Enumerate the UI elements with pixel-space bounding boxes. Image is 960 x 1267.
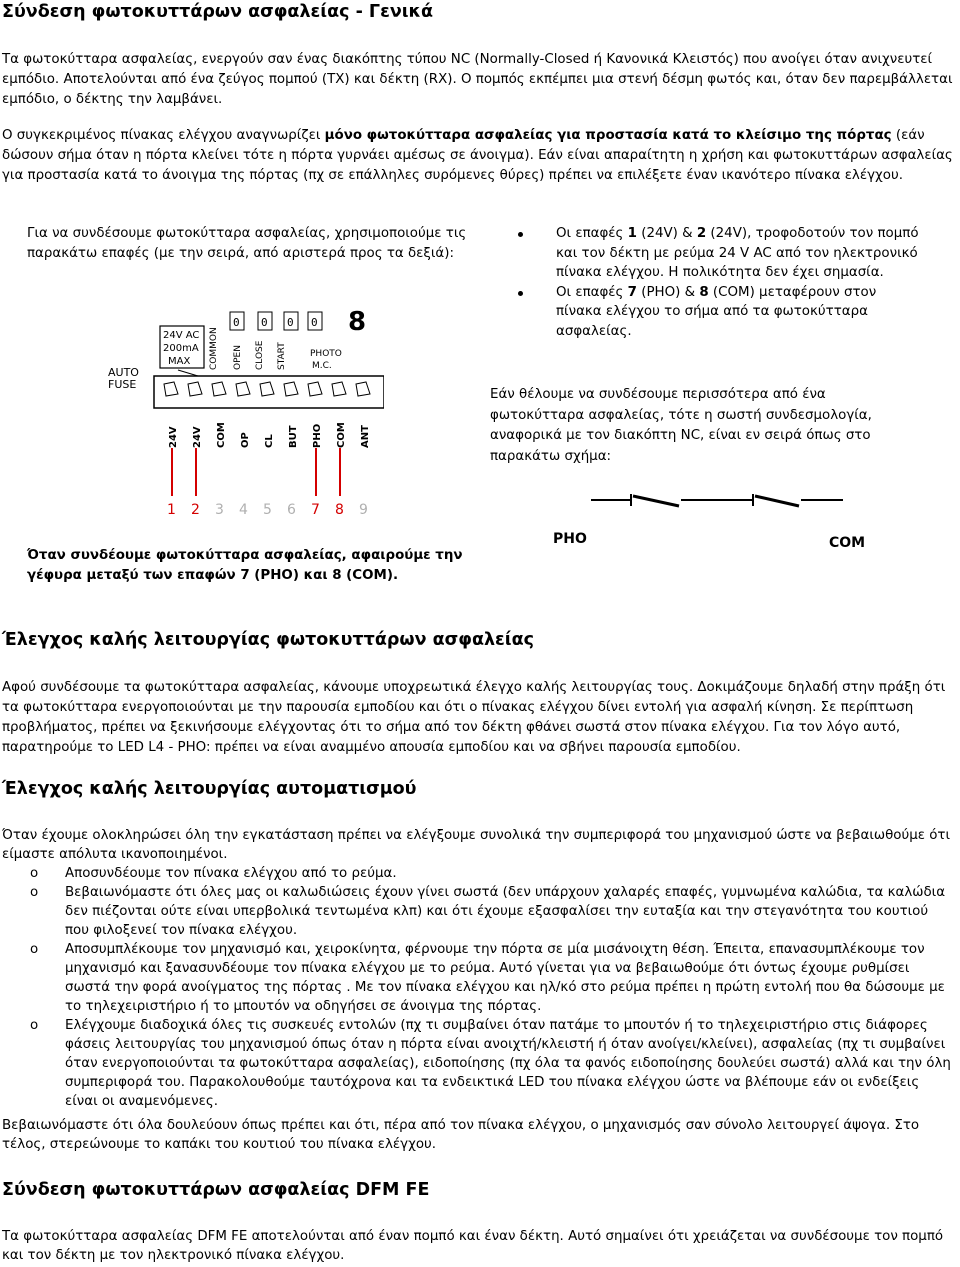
pin-label-9: ANT — [360, 425, 371, 448]
pin-number-9: 9 — [359, 502, 368, 518]
list-item: o Βεβαιωνόμαστε ότι όλες μας οι καλωδιώσεις έχουν γίνει σωστά (δεν υπάρχουν χαλαρές επαφές, γυμνωμένα καλώδια, τα καλώδια δεν πιέζονται ούτε είναι υπερβολικά τεντωμένα κλπ) και ότι έχουμε εξασφαλίσει την ευταξία και την στεγανότητα του κουτιού που φιλοξενεί τον πίνακα ελέγχου. — [30, 885, 946, 938]
common-label: COMMON — [209, 327, 219, 370]
series-switch-diagram — [553, 486, 883, 556]
pin-label-3: COM — [216, 422, 227, 448]
pin-number-1: 1 — [167, 502, 176, 518]
panel-paragraph-pre: Ο συγκεκριμένος πίνακας ελέγχου αναγνωρίζει — [2, 128, 325, 143]
panel-paragraph-bold: μόνο φωτοκύτταρα ασφαλείας για προστασία κατά το κλείσιμο της πόρτας — [324, 128, 892, 143]
bridge-note: Όταν συνδέουμε φωτοκύτταρα ασφαλείας, αφαιρούμε την γέφυρα μεταξύ των επαφών 7 (PHO) και 8 (COM). — [27, 548, 463, 583]
close-label: CLOSE — [255, 340, 265, 370]
pin-number-3: 3 — [215, 502, 224, 518]
pin-number-6: 6 — [287, 502, 296, 518]
list-item: o Ελέγχουμε διαδοχικά όλες τις συσκευές εντολών (πχ τι συμβαίνει όταν πατάμε το μπουτόν ή το τηλεχειριστήριο στις διάφορες φάσεις λειτουργίας του μηχανισμού όπως όταν η πόρτα είναι ανοιχτή/κλειστή ή όταν ανοίγει/κλείνει), ασφαλείας (πχ τι συμβαίνει όταν ενεργοποιούνται τα φωτοκύτταρα ασφαλείας), ειδοποίησης (πχ όλα τα φανός ειδοποίησης δουλεύει σωστά) αλλά και την όλη συμπεριφορά του. Παρακολουθούμε ταυτόχρονα και τα ενδεικτικά LED του πίνακα ελέγχου ώστε να βλέπουμε εάν οι ενδείξεις είναι οι αναμενόμενες. — [30, 1018, 951, 1109]
start-label: START — [277, 342, 287, 370]
panel-paragraph — [2, 126, 954, 186]
automation-outro: Βεβαιωνόμαστε ότι όλα δουλεύουν όπως πρέπει και ότι, πέρα από τον πίνακα ελέγχου, ο μηχανισμός σαν σύνολο λειτουργεί άψογα. Στο τέλος, στερεώνουμε το καπάκι του κουτιού του πίνακα ελέγχου. — [2, 1118, 920, 1152]
digit-eight: 8 — [348, 307, 367, 337]
section-heading-automation-check: Έλεγχος καλής λειτουργίας αυτοματισμού — [2, 779, 417, 799]
pin-label-2: 24V — [192, 426, 203, 448]
max-label: MAX — [168, 356, 191, 367]
com-label: COM — [829, 535, 866, 551]
photo-label: PHOTO — [310, 349, 342, 359]
list-item: o Αποσυνδέουμε τον πίνακα ελέγχου από το ρεύμα. — [30, 866, 397, 881]
mc-label: M.C. — [312, 361, 332, 371]
pin-label-5: CL — [264, 434, 275, 448]
section-heading-photocell-check: Έλεγχος καλής λειτουργίας φωτοκυττάρων ασφαλείας — [2, 630, 535, 650]
dip-2: 0 — [261, 316, 268, 329]
intro-paragraph: Τα φωτοκύτταρα ασφαλείας, ενεργούν σαν ένας διακόπτης τύπου NC (Normally-Closed ή Κανονικά Κλειστός) που ανοίγει όταν ανιχνευτεί εμπόδιο. Αποτελούνται από ένα ζεύγος πομπού (TX) και δέκτη (RX). Ο πομπός εκπέμπει μια στενή δέσμη φωτός και, όταν δεν παρεμβάλλεται εμπόδιο, ο δέκτης την λαμβάνει. — [2, 52, 953, 107]
contacts-bullet-list — [512, 224, 922, 341]
pin-label-6: BUT — [288, 425, 299, 448]
pin-label-8: COM — [336, 422, 347, 448]
pin-label-4: OP — [240, 432, 251, 448]
section-heading-dfm-fe: Σύνδεση φωτοκυττάρων ασφαλείας DFM FE — [2, 1180, 430, 1200]
terminal-block-figure — [108, 298, 384, 518]
photocell-check-paragraph: Αφού συνδέσουμε τα φωτοκύτταρα ασφαλείας, κάνουμε υποχρεωτικά έλεγχο καλής λειτουργίας τους. Δοκιμάζουμε δηλαδή στην πράξη ότι τα φωτοκύτταρα ενεργοποιούνται με την παρουσία εμποδίου και ότι ο πίνακας ελέγχου δίνει εντολή για ασφαλή κίνηση. Σε περίπτωση προβλήματος, πρέπει να ξεκινήσουμε ελέγχοντας ότι το σήμα από τον δέκτη φθάνει σωστά στον πίνακα ελέγχου. Για τον λόγο αυτό, παρατηρούμε το LED L4 - PHO: πρέπει να είναι αναμμένο απουσία εμποδίου και να σβήνει παρουσία εμποδίου. — [2, 680, 946, 755]
list-item: Οι επαφές 7 (PHO) & 8 (COM) μεταφέρουν στον πίνακα ελέγχου το σήμα από τα φωτοκύτταρα ασφαλείας. — [512, 283, 922, 342]
list-item: Οι επαφές 1 (24V) & 2 (24V), τροφοδοτούν τον πομπό και τον δέκτη με ρεύμα 24 V AC από τον ηλεκτρονικό πίνακα ελέγχου. Η πολικότητα δεν έχει σημασία. — [512, 224, 922, 283]
pin-number-4: 4 — [239, 502, 248, 518]
pin-number-7: 7 — [311, 502, 320, 518]
current-label: 200mA — [163, 343, 199, 354]
auto-label: AUTO — [108, 366, 139, 379]
pin-label-1: 24V — [168, 426, 179, 448]
pin-number-2: 2 — [191, 502, 200, 518]
series-connection-paragraph: Εάν θέλουμε να συνδέσουμε περισσότερα από ένα φωτοκύτταρα ασφαλείας, τότε η σωστή συνδεσμολογία, αναφορικά με τον διακόπτη NC, είναι εν σειρά όπως στο παρακάτω σχήμα: — [490, 387, 872, 464]
terminal-strip — [154, 376, 384, 408]
panel-paragraph-post: (εάν δώσουν σήμα όταν η πόρτα κλείνει τότε η πόρτα γυρνάει αμέσως σε άνοιγμα). Εάν είναι απαραίτητη η χρήση και φωτοκυττάρων ασφαλείας για προστασία κατά το άνοιγμα της πόρτας (πχ σε επάλληλες συρόμενες θύρες) πρέπει να επιλέξετε έναν ικανότερο πίνακα ελέγχου. — [2, 128, 953, 183]
left-column-text: Για να συνδέσουμε φωτοκύτταρα ασφαλείας, χρησιμοποιούμε τις παρακάτω επαφές (με την σειρά, από αριστερά προς τα δεξιά): — [27, 226, 467, 261]
list-item: o Αποσυμπλέκουμε τον μηχανισμό και, χειροκίνητα, φέρνουμε την πόρτα σε μία μισάνοιχτη θέση. Έπειτα, επανασυμπλέκουμε τον μηχανισμό και ξανασυνδέουμε τον πίνακα ελέγχου με το ρεύμα. Αυτό γίνεται για να βεβαιωθούμε ότι όντως έχουμε ρυθμίσει σωστά την φορά ανοίγματος της πόρτας . Με τον πίνακα ελέγχου και ηλ/κό στο ρεύμα πρέπει η πρώτη εντολή που θα δώσουμε με το τηλεχειριστήριο ή το μπουτόν να οδηγήσει σε άνοιγμα της πόρτας. — [30, 942, 945, 1014]
open-label: OPEN — [233, 345, 243, 370]
dip-3: 0 — [287, 316, 294, 329]
terminal-block-diagram — [108, 298, 384, 518]
automation-steps-list — [2, 864, 952, 1111]
series-switch-figure — [553, 486, 883, 556]
pin-number-5: 5 — [263, 502, 272, 518]
voltage-label: 24V AC — [163, 330, 200, 341]
dfm-paragraph: Τα φωτοκύτταρα ασφαλείας DFM FE αποτελούνται από έναν πομπό και έναν δέκτη. Αυτό σημαίνει ότι χρειάζεται να συνδέσουμε τον πομπό και τον δέκτη με τον ηλεκτρονικό πίνακα ελέγχου. — [2, 1229, 944, 1263]
pin-label-7: PHO — [312, 423, 323, 448]
dip-1: 0 — [233, 316, 240, 329]
page-title: Σύνδεση φωτοκυττάρων ασφαλείας - Γενικά — [2, 2, 434, 22]
dip-4: 0 — [311, 316, 318, 329]
fuse-label: FUSE — [108, 378, 137, 391]
automation-intro: Όταν έχουμε ολοκληρώσει όλη την εγκατάσταση πρέπει να ελέγξουμε συνολικά την συμπεριφορά του μηχανισμού ώστε να βεβαιωθούμε ότι είμαστε απόλυτα ικανοποιημένοι. — [2, 828, 951, 862]
pho-label: PHO — [553, 531, 587, 547]
pin-number-8: 8 — [335, 502, 344, 518]
